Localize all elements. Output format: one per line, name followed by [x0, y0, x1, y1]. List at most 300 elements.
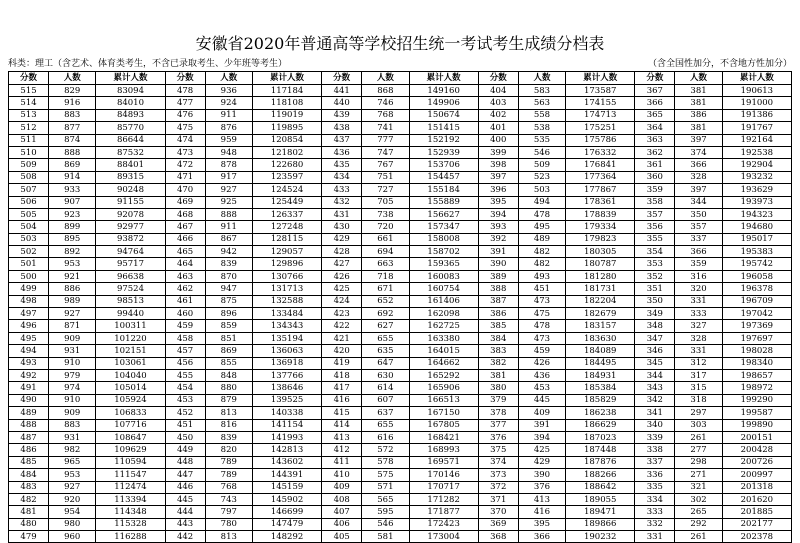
- table-cell: 924: [205, 97, 252, 109]
- table-cell: 362: [635, 146, 675, 158]
- table-cell: 189055: [566, 493, 635, 505]
- table-cell: 145159: [252, 481, 321, 493]
- table-cell: 101220: [96, 332, 165, 344]
- table-cell: 441: [322, 85, 362, 97]
- table-cell: 494: [9, 345, 49, 357]
- table-row: [9, 233, 792, 245]
- table-cell: 820: [205, 444, 252, 456]
- table-cell: 395: [518, 518, 565, 530]
- table-cell: 332: [635, 518, 675, 530]
- table-row: [9, 221, 792, 233]
- table-cell: 694: [362, 246, 409, 258]
- table-row: [9, 308, 792, 320]
- table-cell: 88401: [96, 159, 165, 171]
- table-cell: 327: [675, 320, 722, 332]
- table-cell: 199587: [722, 407, 791, 419]
- column-header: 分数: [478, 72, 518, 85]
- table-cell: 185829: [566, 394, 635, 406]
- table-cell: 386: [675, 109, 722, 121]
- table-cell: 789: [205, 456, 252, 468]
- table-cell: 876: [205, 122, 252, 134]
- table-cell: 746: [362, 97, 409, 109]
- table-cell: 399: [478, 146, 518, 158]
- table-cell: 367: [635, 85, 675, 97]
- table-row: [9, 407, 792, 419]
- table-cell: 151415: [409, 122, 478, 134]
- table-cell: 535: [518, 134, 565, 146]
- table-cell: 473: [165, 146, 205, 158]
- table-cell: 477: [165, 97, 205, 109]
- table-cell: 121802: [252, 146, 321, 158]
- table-cell: 112474: [96, 481, 165, 493]
- table-cell: 880: [205, 382, 252, 394]
- table-cell: 443: [165, 518, 205, 530]
- table-cell: 316: [675, 270, 722, 282]
- table-cell: 160083: [409, 270, 478, 282]
- table-cell: 911: [205, 221, 252, 233]
- table-cell: 478: [518, 208, 565, 220]
- table-cell: 416: [518, 506, 565, 518]
- table-row: [9, 419, 792, 431]
- table-cell: 422: [322, 320, 362, 332]
- table-cell: 965: [49, 456, 96, 468]
- table-cell: 156627: [409, 208, 478, 220]
- table-cell: 198657: [722, 369, 791, 381]
- table-cell: 200726: [722, 456, 791, 468]
- table-cell: 138646: [252, 382, 321, 394]
- table-cell: 317: [675, 369, 722, 381]
- table-cell: 196378: [722, 283, 791, 295]
- column-header: 人数: [49, 72, 96, 85]
- table-cell: 851: [205, 332, 252, 344]
- table-row: [9, 369, 792, 381]
- table-cell: 478: [518, 320, 565, 332]
- table-cell: 925: [205, 196, 252, 208]
- table-cell: 202378: [722, 531, 791, 543]
- table-cell: 147479: [252, 518, 321, 530]
- table-cell: 191767: [722, 122, 791, 134]
- table-cell: 982: [49, 444, 96, 456]
- table-cell: 942: [205, 246, 252, 258]
- table-cell: 158008: [409, 233, 478, 245]
- table-cell: 123597: [252, 171, 321, 183]
- table-cell: 407: [322, 506, 362, 518]
- table-row: [9, 246, 792, 258]
- table-cell: 473: [518, 295, 565, 307]
- table-cell: 899: [49, 221, 96, 233]
- table-cell: 182679: [566, 308, 635, 320]
- table-cell: 563: [518, 97, 565, 109]
- table-cell: 153706: [409, 159, 478, 171]
- table-cell: 446: [165, 481, 205, 493]
- table-cell: 194323: [722, 208, 791, 220]
- table-cell: 408: [322, 493, 362, 505]
- table-cell: 440: [322, 97, 362, 109]
- table-cell: 173004: [409, 531, 478, 543]
- table-row: [9, 97, 792, 109]
- table-cell: 571: [362, 481, 409, 493]
- column-header: 人数: [362, 72, 409, 85]
- table-cell: 439: [322, 109, 362, 121]
- table-cell: 297: [675, 407, 722, 419]
- table-cell: 416: [322, 394, 362, 406]
- page-title: 安徽省2020年普通高等学校招生统一考试考生成绩分档表: [195, 34, 605, 53]
- table-cell: 931: [49, 431, 96, 443]
- table-cell: 163380: [409, 332, 478, 344]
- table-cell: 492: [9, 369, 49, 381]
- table-cell: 107716: [96, 419, 165, 431]
- table-cell: 410: [322, 469, 362, 481]
- table-cell: 91155: [96, 196, 165, 208]
- table-cell: 125449: [252, 196, 321, 208]
- table-cell: 515: [9, 85, 49, 97]
- table-cell: 813: [205, 407, 252, 419]
- table-cell: 348: [635, 320, 675, 332]
- table-cell: 334: [635, 493, 675, 505]
- table-cell: 116288: [96, 531, 165, 543]
- table-cell: 261: [675, 531, 722, 543]
- table-cell: 188266: [566, 469, 635, 481]
- table-cell: 159365: [409, 258, 478, 270]
- table-cell: 508: [9, 171, 49, 183]
- table-row: [9, 531, 792, 543]
- table-cell: 816: [205, 419, 252, 431]
- table-cell: 155184: [409, 184, 478, 196]
- table-cell: 265: [675, 506, 722, 518]
- table-cell: 947: [205, 283, 252, 295]
- table-cell: 390: [478, 258, 518, 270]
- table-cell: 164662: [409, 357, 478, 369]
- table-cell: 663: [362, 258, 409, 270]
- table-cell: 171282: [409, 493, 478, 505]
- table-cell: 192164: [722, 134, 791, 146]
- table-cell: 92977: [96, 221, 165, 233]
- table-cell: 137766: [252, 369, 321, 381]
- table-cell: 692: [362, 308, 409, 320]
- table-cell: 907: [49, 196, 96, 208]
- table-row: [9, 146, 792, 158]
- table-cell: 193629: [722, 184, 791, 196]
- table-cell: 741: [362, 122, 409, 134]
- table-cell: 888: [205, 208, 252, 220]
- table-cell: 397: [675, 184, 722, 196]
- table-cell: 152939: [409, 146, 478, 158]
- table-cell: 743: [205, 493, 252, 505]
- table-header: [9, 72, 792, 85]
- table-cell: 481: [9, 506, 49, 518]
- table-cell: 90248: [96, 184, 165, 196]
- table-cell: 839: [205, 258, 252, 270]
- table-cell: 192538: [722, 146, 791, 158]
- table-cell: 954: [49, 506, 96, 518]
- table-cell: 388: [478, 283, 518, 295]
- table-cell: 451: [165, 419, 205, 431]
- table-cell: 789: [205, 469, 252, 481]
- table-cell: 501: [9, 258, 49, 270]
- table-cell: 614: [362, 382, 409, 394]
- table-cell: 174713: [566, 109, 635, 121]
- table-row: [9, 270, 792, 282]
- table-cell: 366: [518, 531, 565, 543]
- table-cell: 450: [165, 431, 205, 443]
- bonus-points-note: （含全国性加分，不含地方性加分）: [647, 59, 792, 69]
- table-cell: 502: [9, 246, 49, 258]
- table-cell: 397: [675, 134, 722, 146]
- table-cell: 181280: [566, 270, 635, 282]
- table-cell: 130766: [252, 270, 321, 282]
- table-cell: 366: [675, 246, 722, 258]
- table-cell: 177364: [566, 171, 635, 183]
- table-cell: 415: [322, 407, 362, 419]
- table-cell: 381: [478, 369, 518, 381]
- table-cell: 493: [518, 270, 565, 282]
- table-cell: 353: [635, 258, 675, 270]
- table-cell: 185384: [566, 382, 635, 394]
- table-cell: 97524: [96, 283, 165, 295]
- table-cell: 989: [49, 295, 96, 307]
- table-cell: 505: [9, 208, 49, 220]
- table-cell: 464: [165, 258, 205, 270]
- table-cell: 578: [362, 456, 409, 468]
- table-cell: 909: [49, 332, 96, 344]
- table-cell: 145902: [252, 493, 321, 505]
- table-cell: 141154: [252, 419, 321, 431]
- table-cell: 461: [165, 295, 205, 307]
- table-cell: 448: [165, 456, 205, 468]
- table-cell: 869: [49, 159, 96, 171]
- table-cell: 839: [205, 431, 252, 443]
- table-cell: 199290: [722, 394, 791, 406]
- table-cell: 371: [478, 493, 518, 505]
- table-cell: 616: [362, 431, 409, 443]
- table-body: [9, 85, 792, 543]
- column-header: 人数: [518, 72, 565, 85]
- table-cell: 166513: [409, 394, 478, 406]
- table-cell: 927: [49, 481, 96, 493]
- table-cell: 109629: [96, 444, 165, 456]
- table-cell: 117184: [252, 85, 321, 97]
- table-cell: 346: [635, 345, 675, 357]
- table-cell: 401: [478, 122, 518, 134]
- table-cell: 923: [49, 208, 96, 220]
- table-cell: 482: [518, 246, 565, 258]
- table-cell: 393: [478, 221, 518, 233]
- table-cell: 767: [362, 159, 409, 171]
- table-cell: 718: [362, 270, 409, 282]
- table-cell: 635: [362, 345, 409, 357]
- table-cell: 87532: [96, 146, 165, 158]
- table-cell: 134343: [252, 320, 321, 332]
- table-cell: 381: [675, 85, 722, 97]
- table-cell: 328: [675, 171, 722, 183]
- table-cell: 414: [322, 419, 362, 431]
- table-cell: 911: [205, 109, 252, 121]
- table-cell: 195742: [722, 258, 791, 270]
- subtitle-bar: [8, 58, 792, 70]
- table-cell: 909: [49, 407, 96, 419]
- table-cell: 462: [165, 283, 205, 295]
- column-header: 累计人数: [96, 72, 165, 85]
- table-cell: 194680: [722, 221, 791, 233]
- table-cell: 195383: [722, 246, 791, 258]
- table-cell: 331: [675, 345, 722, 357]
- table-cell: 479: [9, 531, 49, 543]
- table-cell: 485: [9, 456, 49, 468]
- table-cell: 382: [478, 357, 518, 369]
- table-cell: 349: [635, 308, 675, 320]
- table-cell: 398: [478, 159, 518, 171]
- table-cell: 480: [9, 518, 49, 530]
- table-cell: 356: [635, 221, 675, 233]
- table-cell: 321: [675, 481, 722, 493]
- table-cell: 507: [9, 184, 49, 196]
- column-header: 分数: [322, 72, 362, 85]
- table-cell: 575: [362, 469, 409, 481]
- table-cell: 727: [362, 184, 409, 196]
- table-cell: 139525: [252, 394, 321, 406]
- table-cell: 506: [9, 196, 49, 208]
- table-cell: 357: [635, 208, 675, 220]
- table-cell: 372: [478, 481, 518, 493]
- table-cell: 122680: [252, 159, 321, 171]
- table-cell: 868: [362, 85, 409, 97]
- table-cell: 916: [49, 97, 96, 109]
- table-cell: 475: [518, 308, 565, 320]
- table-cell: 463: [165, 270, 205, 282]
- table-cell: 172423: [409, 518, 478, 530]
- table-cell: 509: [9, 159, 49, 171]
- table-cell: 345: [635, 357, 675, 369]
- table-cell: 390: [518, 469, 565, 481]
- table-cell: 671: [362, 283, 409, 295]
- table-row: [9, 456, 792, 468]
- table-cell: 165906: [409, 382, 478, 394]
- table-cell: 168421: [409, 431, 478, 443]
- table-cell: 368: [478, 531, 518, 543]
- table-cell: 503: [518, 184, 565, 196]
- table-cell: 419: [322, 357, 362, 369]
- table-cell: 500: [9, 270, 49, 282]
- table-cell: 652: [362, 295, 409, 307]
- table-cell: 496: [9, 320, 49, 332]
- table-cell: 433: [322, 184, 362, 196]
- table-cell: 162098: [409, 308, 478, 320]
- table-cell: 444: [165, 506, 205, 518]
- table-cell: 366: [675, 159, 722, 171]
- table-cell: 430: [322, 221, 362, 233]
- table-cell: 197042: [722, 308, 791, 320]
- table-cell: 190613: [722, 85, 791, 97]
- table-cell: 158702: [409, 246, 478, 258]
- table-cell: 347: [635, 332, 675, 344]
- table-cell: 482: [9, 493, 49, 505]
- table-cell: 182204: [566, 295, 635, 307]
- table-cell: 458: [165, 332, 205, 344]
- table-cell: 115328: [96, 518, 165, 530]
- table-cell: 183157: [566, 320, 635, 332]
- table-cell: 378: [478, 407, 518, 419]
- table-cell: 400: [478, 134, 518, 146]
- table-cell: 478: [165, 85, 205, 97]
- table-row: [9, 122, 792, 134]
- table-cell: 374: [478, 456, 518, 468]
- table-cell: 487: [9, 431, 49, 443]
- table-cell: 489: [9, 407, 49, 419]
- table-cell: 436: [322, 146, 362, 158]
- table-cell: 376: [518, 481, 565, 493]
- table-cell: 106833: [96, 407, 165, 419]
- table-cell: 363: [635, 134, 675, 146]
- table-cell: 188642: [566, 481, 635, 493]
- table-cell: 141993: [252, 431, 321, 443]
- table-cell: 387: [478, 295, 518, 307]
- table-cell: 705: [362, 196, 409, 208]
- table-cell: 359: [675, 258, 722, 270]
- table-cell: 380: [478, 382, 518, 394]
- table-cell: 164015: [409, 345, 478, 357]
- table-cell: 813: [205, 531, 252, 543]
- table-cell: 877: [49, 122, 96, 134]
- table-cell: 425: [322, 283, 362, 295]
- table-cell: 895: [49, 233, 96, 245]
- table-cell: 875: [205, 295, 252, 307]
- table-cell: 148292: [252, 531, 321, 543]
- table-cell: 333: [635, 506, 675, 518]
- table-cell: 339: [635, 431, 675, 443]
- table-cell: 384: [478, 332, 518, 344]
- table-cell: 488: [9, 419, 49, 431]
- table-cell: 186629: [566, 419, 635, 431]
- table-cell: 869: [205, 345, 252, 357]
- table-cell: 475: [165, 122, 205, 134]
- table-cell: 394: [518, 431, 565, 443]
- table-cell: 337: [635, 456, 675, 468]
- table-cell: 187448: [566, 444, 635, 456]
- table-cell: 449: [165, 444, 205, 456]
- table-cell: 124524: [252, 184, 321, 196]
- table-row: [9, 444, 792, 456]
- table-cell: 421: [322, 332, 362, 344]
- table-cell: 155889: [409, 196, 478, 208]
- table-cell: 103061: [96, 357, 165, 369]
- table-cell: 395: [478, 196, 518, 208]
- table-cell: 867: [205, 233, 252, 245]
- table-cell: 261: [675, 431, 722, 443]
- table-cell: 318: [675, 394, 722, 406]
- table-cell: 896: [205, 308, 252, 320]
- table-cell: 455: [165, 369, 205, 381]
- table-cell: 442: [165, 531, 205, 543]
- table-cell: 931: [49, 345, 96, 357]
- table-cell: 165292: [409, 369, 478, 381]
- table-cell: 720: [362, 221, 409, 233]
- table-cell: 499: [9, 283, 49, 295]
- table-cell: 495: [9, 332, 49, 344]
- table-cell: 933: [49, 184, 96, 196]
- table-cell: 466: [165, 233, 205, 245]
- table-cell: 768: [205, 481, 252, 493]
- table-row: [9, 506, 792, 518]
- table-cell: 423: [322, 308, 362, 320]
- table-row: [9, 382, 792, 394]
- table-cell: 195017: [722, 233, 791, 245]
- table-cell: 342: [635, 394, 675, 406]
- table-cell: 120854: [252, 134, 321, 146]
- table-cell: 179823: [566, 233, 635, 245]
- table-cell: 472: [165, 159, 205, 171]
- table-cell: 333: [675, 308, 722, 320]
- table-cell: 511: [9, 134, 49, 146]
